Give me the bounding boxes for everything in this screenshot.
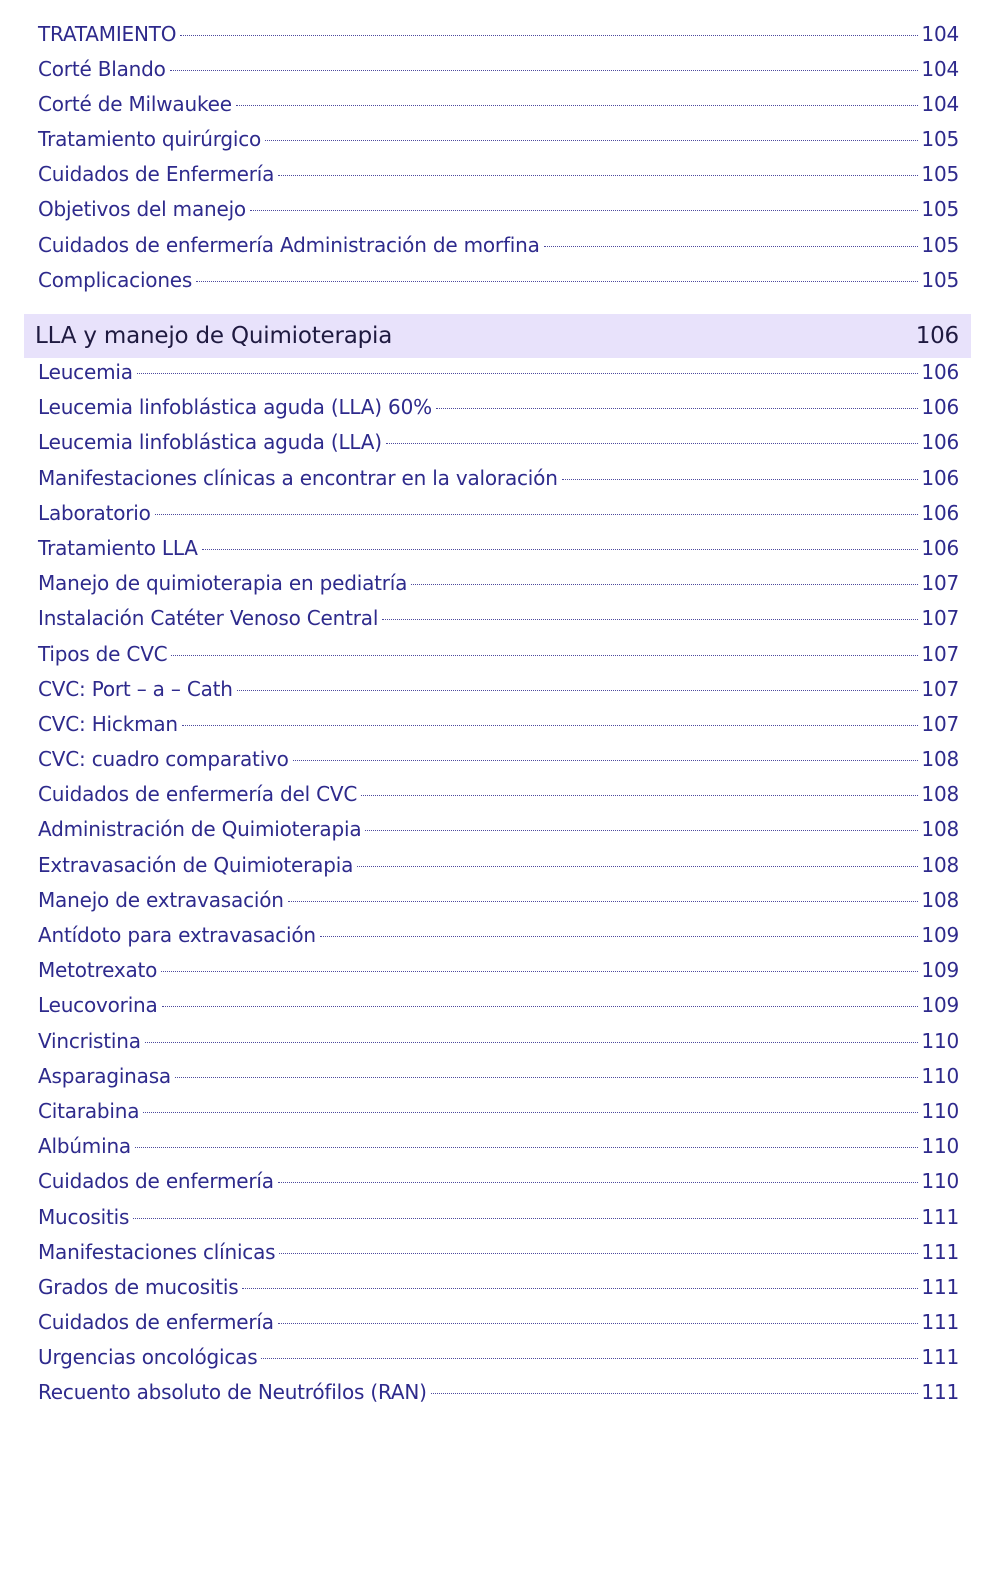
toc-entry-title: Instalación Catéter Venoso Central — [38, 606, 379, 631]
dot-leader — [242, 1288, 918, 1289]
toc-entry[interactable] — [38, 197, 959, 232]
dot-leader — [562, 479, 919, 480]
toc-entry-title: Urgencias oncológicas — [38, 1345, 258, 1370]
dot-leader — [436, 408, 919, 409]
toc-entry[interactable] — [38, 1064, 959, 1099]
toc-entry-title: Laboratorio — [38, 500, 151, 525]
toc-entry-title: Tratamiento LLA — [38, 535, 198, 560]
toc-entry-page-number: 109 — [921, 923, 959, 947]
toc-entry[interactable] — [38, 817, 959, 852]
toc-entry[interactable] — [38, 1169, 959, 1204]
toc-entry[interactable] — [38, 1380, 959, 1415]
toc-entry[interactable] — [38, 162, 959, 197]
toc-entry-title: Cuidados de enfermería Administración de morfina — [38, 232, 540, 257]
dot-leader — [278, 1182, 919, 1183]
toc-entry-page-number: 109 — [921, 958, 959, 983]
dot-leader — [155, 514, 919, 515]
toc-entry[interactable] — [38, 853, 959, 888]
toc-entry-page-number: 111 — [921, 1274, 959, 1299]
toc-entry-page-number: 107 — [921, 711, 959, 736]
toc-entry-title: Cuidados de Enfermería — [38, 162, 275, 187]
toc-entry-title: Asparaginasa — [38, 1063, 171, 1088]
dot-leader — [170, 70, 919, 71]
dot-leader — [382, 619, 918, 620]
dot-leader — [279, 1253, 918, 1254]
toc-entry-page-number: 106 — [921, 395, 959, 420]
toc-entry[interactable] — [38, 501, 959, 536]
toc-entry[interactable] — [38, 1099, 959, 1134]
toc-entry-page-number: 107 — [921, 571, 959, 596]
toc-entry-title: Tratamiento quirúrgico — [38, 127, 262, 152]
dot-leader — [236, 105, 919, 106]
dot-leader — [137, 373, 919, 374]
toc-entry-page-number: 105 — [921, 197, 959, 222]
toc-entry[interactable] — [38, 923, 959, 958]
toc-entry-title: Antídoto para extravasación — [38, 923, 316, 947]
toc-entry-page-number: 110 — [921, 1098, 959, 1123]
toc-entry[interactable] — [38, 22, 959, 57]
dot-leader — [320, 936, 919, 937]
toc-entry-title: Cuidados de enfermería del CVC — [38, 782, 358, 807]
toc-entry[interactable] — [38, 571, 959, 606]
toc-entry[interactable] — [38, 466, 959, 501]
toc-entry-page-number: 108 — [921, 817, 959, 842]
toc-entry[interactable] — [38, 1029, 959, 1064]
toc-entry-title: Manifestaciones clínicas a encontrar en la valoración — [38, 465, 558, 490]
toc-entry-title: CVC: Port – a – Cath — [38, 676, 233, 701]
toc-entry[interactable] — [38, 536, 959, 571]
toc-entry[interactable] — [38, 360, 959, 395]
toc-entry-title: Extravasación de Quimioterapia — [38, 852, 354, 877]
toc-entry-title: Cuidados de enfermería — [38, 1169, 274, 1194]
toc-entry[interactable] — [38, 268, 959, 303]
toc-entry-page-number: 106 — [921, 465, 959, 490]
dot-leader — [293, 760, 919, 761]
toc-entry-title: Manejo de extravasación — [38, 887, 284, 912]
toc-entry-title: Grados de mucositis — [38, 1274, 239, 1299]
toc-entry-page-number: 108 — [921, 782, 959, 807]
section-title: LLA y manejo de Quimioterapia — [35, 323, 393, 349]
toc-entry-page-number: 105 — [921, 162, 959, 187]
toc-entry-page-number: 105 — [921, 127, 959, 152]
toc-entry-page-number: 110 — [921, 1063, 959, 1088]
dot-leader — [357, 866, 918, 867]
toc-entry-page-number: 111 — [921, 1380, 959, 1405]
toc-entry[interactable] — [38, 747, 959, 782]
dot-leader — [171, 655, 918, 656]
toc-entry-title: Administración de Quimioterapia — [38, 817, 362, 842]
toc-entry-title: Leucemia linfoblástica aguda (LLA) — [38, 430, 382, 455]
toc-entry-page-number: 106 — [921, 430, 959, 455]
dot-leader — [544, 246, 919, 247]
dot-leader — [265, 140, 918, 141]
toc-entry-title: Recuento absoluto de Neutrófilos (RAN) — [38, 1380, 427, 1405]
toc-entry-title: Vincristina — [38, 1028, 141, 1053]
toc-entry-page-number: 111 — [921, 1204, 959, 1229]
toc-entry-page-number: 106 — [921, 500, 959, 525]
toc-entry-title: CVC: Hickman — [38, 711, 178, 736]
toc-entry[interactable] — [38, 606, 959, 641]
toc-entry[interactable] — [38, 1134, 959, 1169]
dot-leader — [361, 795, 918, 796]
toc-list-top — [38, 22, 959, 303]
toc-entry[interactable] — [38, 782, 959, 817]
dot-leader — [288, 901, 919, 902]
toc-entry-title: Tipos de CVC — [38, 641, 168, 666]
toc-entry-page-number: 105 — [921, 267, 959, 292]
toc-entry-title: Leucemia linfoblástica aguda (LLA) 60% — [38, 395, 432, 420]
toc-entry-title: Mucositis — [38, 1204, 130, 1229]
toc-entry-title: CVC: cuadro comparativo — [38, 747, 289, 772]
toc-list-section — [38, 360, 959, 1416]
toc-entry[interactable] — [38, 1205, 959, 1240]
toc-entry-page-number: 111 — [921, 1345, 959, 1370]
toc-entry[interactable] — [38, 127, 959, 162]
dot-leader — [202, 549, 919, 550]
toc-entry[interactable] — [38, 888, 959, 923]
dot-leader — [133, 1218, 918, 1219]
toc-entry[interactable] — [38, 993, 959, 1028]
toc-entry-page-number: 108 — [921, 852, 959, 877]
toc-entry-title: Manejo de quimioterapia en pediatría — [38, 571, 408, 596]
toc-entry-page-number: 111 — [921, 1239, 959, 1264]
dot-leader — [278, 175, 918, 176]
toc-entry[interactable] — [38, 958, 959, 993]
toc-entry[interactable] — [38, 642, 959, 677]
toc-entry-page-number: 104 — [921, 22, 959, 46]
toc-entry-page-number: 110 — [921, 1028, 959, 1053]
toc-entry-title: Objetivos del manejo — [38, 197, 246, 222]
dot-leader — [196, 281, 918, 282]
dot-leader — [386, 443, 919, 444]
toc-entry[interactable] — [38, 712, 959, 747]
toc-entry-title: Corté Blando — [38, 57, 166, 82]
dot-leader — [261, 1358, 918, 1359]
toc-entry-page-number: 106 — [921, 360, 959, 384]
toc-entry-page-number: 111 — [921, 1310, 959, 1335]
toc-entry-page-number: 108 — [921, 747, 959, 772]
toc-entry-page-number: 108 — [921, 887, 959, 912]
dot-leader — [162, 1006, 919, 1007]
toc-entry-page-number: 107 — [921, 676, 959, 701]
toc-entry[interactable] — [38, 1345, 959, 1380]
dot-leader — [180, 35, 918, 36]
toc-entry-title: Corté de Milwaukee — [38, 92, 232, 117]
toc-entry[interactable] — [38, 1310, 959, 1345]
dot-leader — [237, 690, 919, 691]
toc-entry[interactable] — [38, 1240, 959, 1275]
toc-entry-page-number: 105 — [921, 232, 959, 257]
section-page-number: 106 — [915, 323, 959, 349]
toc-entry-page-number: 110 — [921, 1169, 959, 1194]
toc-entry-title: Citarabina — [38, 1098, 140, 1123]
dot-leader — [143, 1112, 918, 1113]
toc-entry-title: Metotrexato — [38, 958, 158, 983]
toc-entry-page-number: 110 — [921, 1134, 959, 1159]
toc-entry[interactable] — [38, 677, 959, 712]
toc-entry-page-number: 107 — [921, 606, 959, 631]
dot-leader — [278, 1323, 919, 1324]
toc-entry-title: Leucovorina — [38, 993, 158, 1018]
dot-leader — [365, 830, 918, 831]
dot-leader — [135, 1147, 918, 1148]
toc-entry-title: Complicaciones — [38, 267, 193, 292]
toc-entry[interactable] — [38, 233, 959, 268]
toc-entry-title: TRATAMIENTO — [38, 22, 177, 46]
dot-leader — [250, 210, 918, 211]
toc-entry-page-number: 107 — [921, 641, 959, 666]
toc-entry[interactable] — [38, 1275, 959, 1310]
toc-entry-title: Cuidados de enfermería — [38, 1310, 274, 1335]
dot-leader — [161, 971, 918, 972]
toc-entry-title: Manifestaciones clínicas — [38, 1239, 276, 1264]
toc-entry[interactable] — [38, 92, 959, 127]
toc-entry-page-number: 109 — [921, 993, 959, 1018]
dot-leader — [145, 1042, 919, 1043]
toc-entry[interactable] — [38, 395, 959, 430]
dot-leader — [411, 584, 918, 585]
toc-entry-page-number: 104 — [921, 92, 959, 117]
section-header[interactable] — [24, 314, 971, 358]
dot-leader — [182, 725, 919, 726]
toc-entry-page-number: 106 — [921, 535, 959, 560]
toc-entry-title: Albúmina — [38, 1134, 131, 1159]
toc-entry-title: Leucemia — [38, 360, 133, 384]
dot-leader — [431, 1393, 919, 1394]
toc-entry-page-number: 104 — [921, 57, 959, 82]
toc-entry[interactable] — [38, 57, 959, 92]
toc-entry[interactable] — [38, 430, 959, 465]
dot-leader — [175, 1077, 918, 1078]
